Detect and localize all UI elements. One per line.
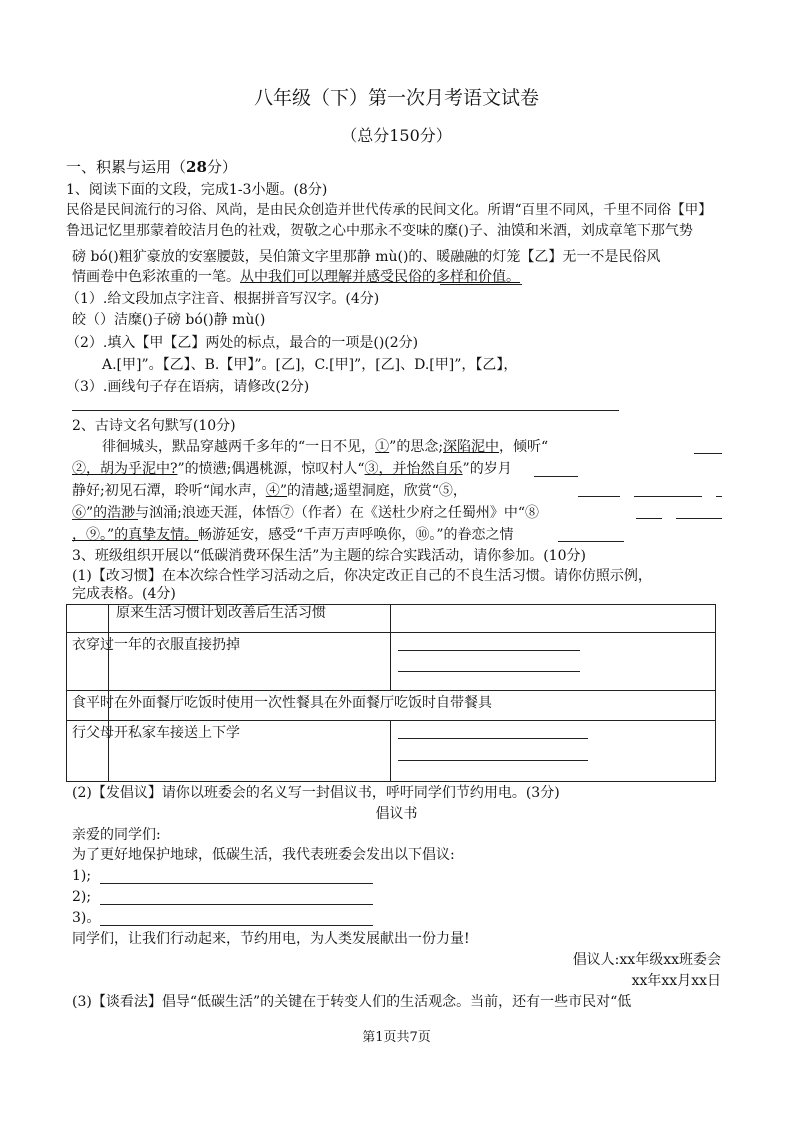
poem-blank-2: ②，胡为乎泥中? [72,461,178,477]
proposal-closing: 同学们，让我们行动起来，节约用电，为人类发展献出一份力量! [72,931,470,947]
answer-line-5b[interactable] [634,496,702,497]
answer-line-8a[interactable] [636,518,662,519]
subquestion-2: （2）.填入【甲【乙】两处的标点，最合的一项是()(2分) [66,335,419,351]
proposal-item-3-line[interactable] [100,925,373,926]
answer-line-blank-2-start[interactable] [694,453,722,454]
proposal-item-1-line[interactable] [100,883,373,884]
section-heading-pre: 一、积累与运用（ [66,158,187,176]
table-row-divider-3 [66,720,716,721]
section-heading-score: 28 [186,158,207,176]
passage-line-2: 鲁迅记忆里那蒙着皎洁月色的社戏，贺敬之心中那永不变味的糜()子、油馍和米酒，刘成章笔下那气势 [66,223,693,239]
answer-line-transport-1[interactable] [398,738,588,739]
question-3-2: (2)【发倡议】请你以班委会的名义写一封倡议书，呼吁同学们节约用电。(3分) [72,785,560,801]
answer-line-correction[interactable] [72,410,619,411]
poem-blank-4: ④” [265,483,288,499]
table-col-divider-2a [390,604,391,690]
answer-line-transport-2[interactable] [398,760,588,761]
answer-line-clothing-1[interactable] [398,650,580,651]
proposal-title: 倡议书 [375,806,418,822]
poem-line-5 [72,526,514,544]
question-3-1-a: (1)【改习惯】在本次综合性学习活动之后，你决定改正自己的不良生活习惯。请你仿照示例， [72,568,652,584]
answer-line-after-3[interactable] [534,476,578,477]
proposal-signature: 倡议人:xx年级xx班委会 [572,952,721,968]
passage-line-3: 磅 bó()粗犷豪放的安塞腰鼓，吴伯箫文字里那静 mù()的、暖融融的灯笼【乙】无一不是民俗风 [72,249,661,265]
poem-line-1-d: 深陷泥中 [443,439,500,455]
subquestion-2-options: A.[甲]”。【乙】、B.【甲】”。[乙]，C.[甲]”，[乙]、D.[甲]”，【乙】， [102,357,518,373]
subquestion-3: （3）.画线句子存在语病，请修改(2分) [66,379,310,395]
section-heading [66,158,237,176]
poem-line-1-c: ”的思念; [389,439,444,455]
passage-underlined-sentence: 从中我们可以理解并感受民俗的多样和价值。 [240,269,520,285]
question-3-1-b: 完成表格。(4分) [72,586,176,602]
table-row-clothing: 衣穿过一年的衣服直接扔掉 [72,637,240,653]
subquestion-1: （1）.给文段加点字注音、根据拼音写汉字。(4分) [66,291,380,307]
poem-line-3-a: 静好;初见石潭，聆听“闻水声， [72,483,266,499]
table-row-food: 食平时在外面餐厅吃饭时使用一次性餐具在外面餐厅吃饭时自带餐具 [72,695,492,711]
proposal-date: xx年xx月xx日 [631,973,721,989]
poem-line-2 [72,460,512,478]
poem-line-1-a: 徘徊城头，默品穿越两千多年的“一日不见， [102,439,376,455]
answer-line-5a[interactable] [578,496,620,497]
answer-line-5c[interactable] [716,496,722,497]
table-header: 原来生活习惯计划改善后生活习惯 [116,605,326,621]
exam-title: 八年级（下）第一次月考语文试卷 [253,87,539,109]
poem-line-1-e: ，倾听“ [499,439,549,455]
answer-line-clothing-2[interactable] [398,671,580,672]
poem-blank-1: ① [375,439,390,455]
question-3-3: (3)【谈看法】倡导“低碳生活”的关键在于转变人们的生活观念。当前，还有一些市民对“低 [72,994,632,1010]
table-col-divider-2b [390,720,391,781]
poem-line-3 [72,482,467,500]
passage-underline-extension [440,284,522,285]
table-row-transport: 行父母开私家车接送上下学 [72,725,240,741]
poem-line-5-b: 畅游延安，感受“千声万声呼唤你，⑩。”的眷恋之情 [198,527,514,543]
passage-line-4-plain: 情画卷中色彩浓重的一笔。 [72,269,240,285]
table-col-divider-1 [108,604,109,781]
question-3-intro: 3、班级组织开展以“低碳消费环保生活”为主题的综合实践活动，请你参加。(10分) [72,548,586,564]
proposal-item-2-line[interactable] [100,904,373,905]
proposal-item-3-label: 3)。 [72,910,101,926]
poem-underline-6 [72,519,138,520]
proposal-greeting: 亲爱的同学们: [72,827,161,843]
proposal-intro: 为了更好地保护地球，低碳生活，我代表班委会发出以下倡议: [72,847,455,863]
answer-line-10[interactable] [558,541,624,542]
table-border-left [66,604,67,781]
answer-line-8b[interactable] [676,518,722,519]
table-border-right [715,604,716,781]
page-footer: 第1页共7页 [362,1030,431,1045]
poem-line-2-d: ”的岁月 [462,461,512,477]
table-border-bottom [66,781,716,782]
poem-blank-3: ③，并怡然自乐 [364,461,463,477]
table-row-divider-2 [66,690,716,691]
question-2-intro: 2、古诗文名句默写(10分) [72,418,236,434]
question-1-intro: 1、阅读下面的文段，完成1-3小题。(8分) [66,182,328,198]
exam-subtitle: （总分150分） [341,126,452,145]
passage-line-1: 民俗是民间流行的习俗、风尚，是由民众创造并世代传承的民间文化。所谓“百里不同风，千里不同俗【甲】 [66,202,712,218]
poem-line-3-c: 的清越;遥望洞庭，欣赏“⑤， [287,483,467,499]
proposal-item-1-label: 1); [72,868,92,884]
proposal-item-2-label: 2); [72,889,92,905]
poem-line-4: ⑥”的浩渺与汹涌;浪迹天涯，体悟⑦（作者）在《送杜少府之任蜀州》中“⑧ [72,505,540,521]
section-heading-post: 分） [206,158,237,176]
table-row-divider-1 [66,632,716,633]
poem-line-1 [102,438,548,456]
poem-line-5-a: ，⑨。”的真挚友情。 [72,527,199,543]
subquestion-1-items: 皎（）洁糜()子磅 bó()静 mù() [72,312,266,328]
poem-line-2-b: ”的愤懑;偶遇桃源，惊叹村人“ [177,461,365,477]
